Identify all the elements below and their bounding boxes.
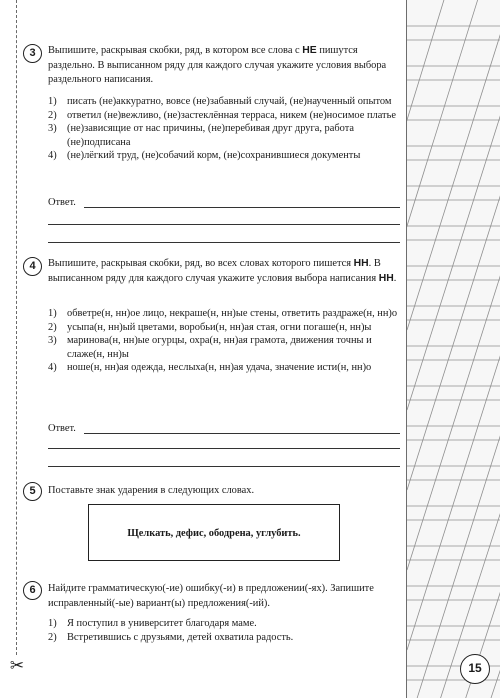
answer-margin (406, 0, 500, 698)
task-number: 6 (23, 581, 42, 600)
list-item: 1) обветре(н, нн)ое лицо, некраше(н, нн)ые стены, ответить раздраже(н, нн)о (48, 308, 398, 319)
list-item: 2) Встретившись с друзьями, детей охватила радость. (48, 631, 294, 643)
task-4-instruction: Выпишите, раскрывая скобки, ряд, во всех словах которого пишется НН. В выписанном ряду для каждого случая укажите условия выбора написания НН. (48, 258, 397, 284)
cut-line (16, 0, 17, 655)
answer-line[interactable] (48, 466, 400, 467)
stress-words-box: Щелкать, дефис, ободрена, углубить. (88, 504, 340, 561)
list-item: 3) маринова(н, нн)ые огурцы, охра(н, нн)ая грамота, движения точны и слаже(н, нн)ы (48, 335, 372, 360)
page-number: 15 (460, 654, 490, 684)
list-item: 1) писать (не)аккуратно, вовсе (не)забавный случай, (не)наученный опытом (48, 96, 392, 107)
list-item: 4) (не)лёгкий труд, (не)собачий корм, (не)сохранившиеся документы (48, 150, 361, 162)
list-item: 2) усыпа(н, нн)ый цветами, воробьи(н, нн)ая стая, огни погаше(н, нн)ы (48, 321, 372, 333)
answer-line[interactable] (48, 448, 400, 449)
answer-line[interactable] (48, 242, 400, 243)
task-6-instruction: Найдите грамматическую(-ие) ошибку(-и) в предложении(-ях). Запишите исправленный(-ые) вариант(ы) предложения(-ий). (48, 583, 374, 609)
list-item: 3) (не)зависящие от нас причины, (не)перебивая друг друга, работа (не)подписана (48, 123, 354, 148)
answer-label: Ответ. (48, 196, 79, 210)
answer-line (84, 433, 400, 434)
margin-lines (407, 0, 500, 698)
answer-label: Ответ. (48, 422, 79, 436)
task-5-instruction: Поставьте знак ударения в следующих словах. (48, 485, 255, 496)
answer-field[interactable] (48, 422, 400, 436)
scissors-icon: ✂ (9, 656, 25, 676)
list-item: 1) Я поступил в университет благодаря маме. (48, 618, 257, 629)
list-item: 4) ноше(н, нн)ая одежда, неслыха(н, нн)ая удача, значение исти(н, нн)о (48, 362, 372, 374)
task-3-options (48, 95, 400, 163)
task-number: 5 (23, 482, 42, 501)
list-item: 2) ответил (не)вежливо, (не)застеклённая терраса, никем (не)носимое платье (48, 109, 396, 121)
task-6-options (48, 617, 400, 644)
answer-line (84, 207, 400, 208)
task-number: 4 (23, 257, 42, 276)
task-number: 3 (23, 44, 42, 63)
answer-line[interactable] (48, 224, 400, 225)
task-3-instruction: Выпишите, раскрывая скобки, ряд, в котором все слова с НЕ пишутся раздельно. В выписанном ряду для каждого случая укажите условия выбора раздельного написания. (48, 45, 387, 86)
task-4-options (48, 307, 400, 375)
answer-field[interactable] (48, 196, 400, 210)
